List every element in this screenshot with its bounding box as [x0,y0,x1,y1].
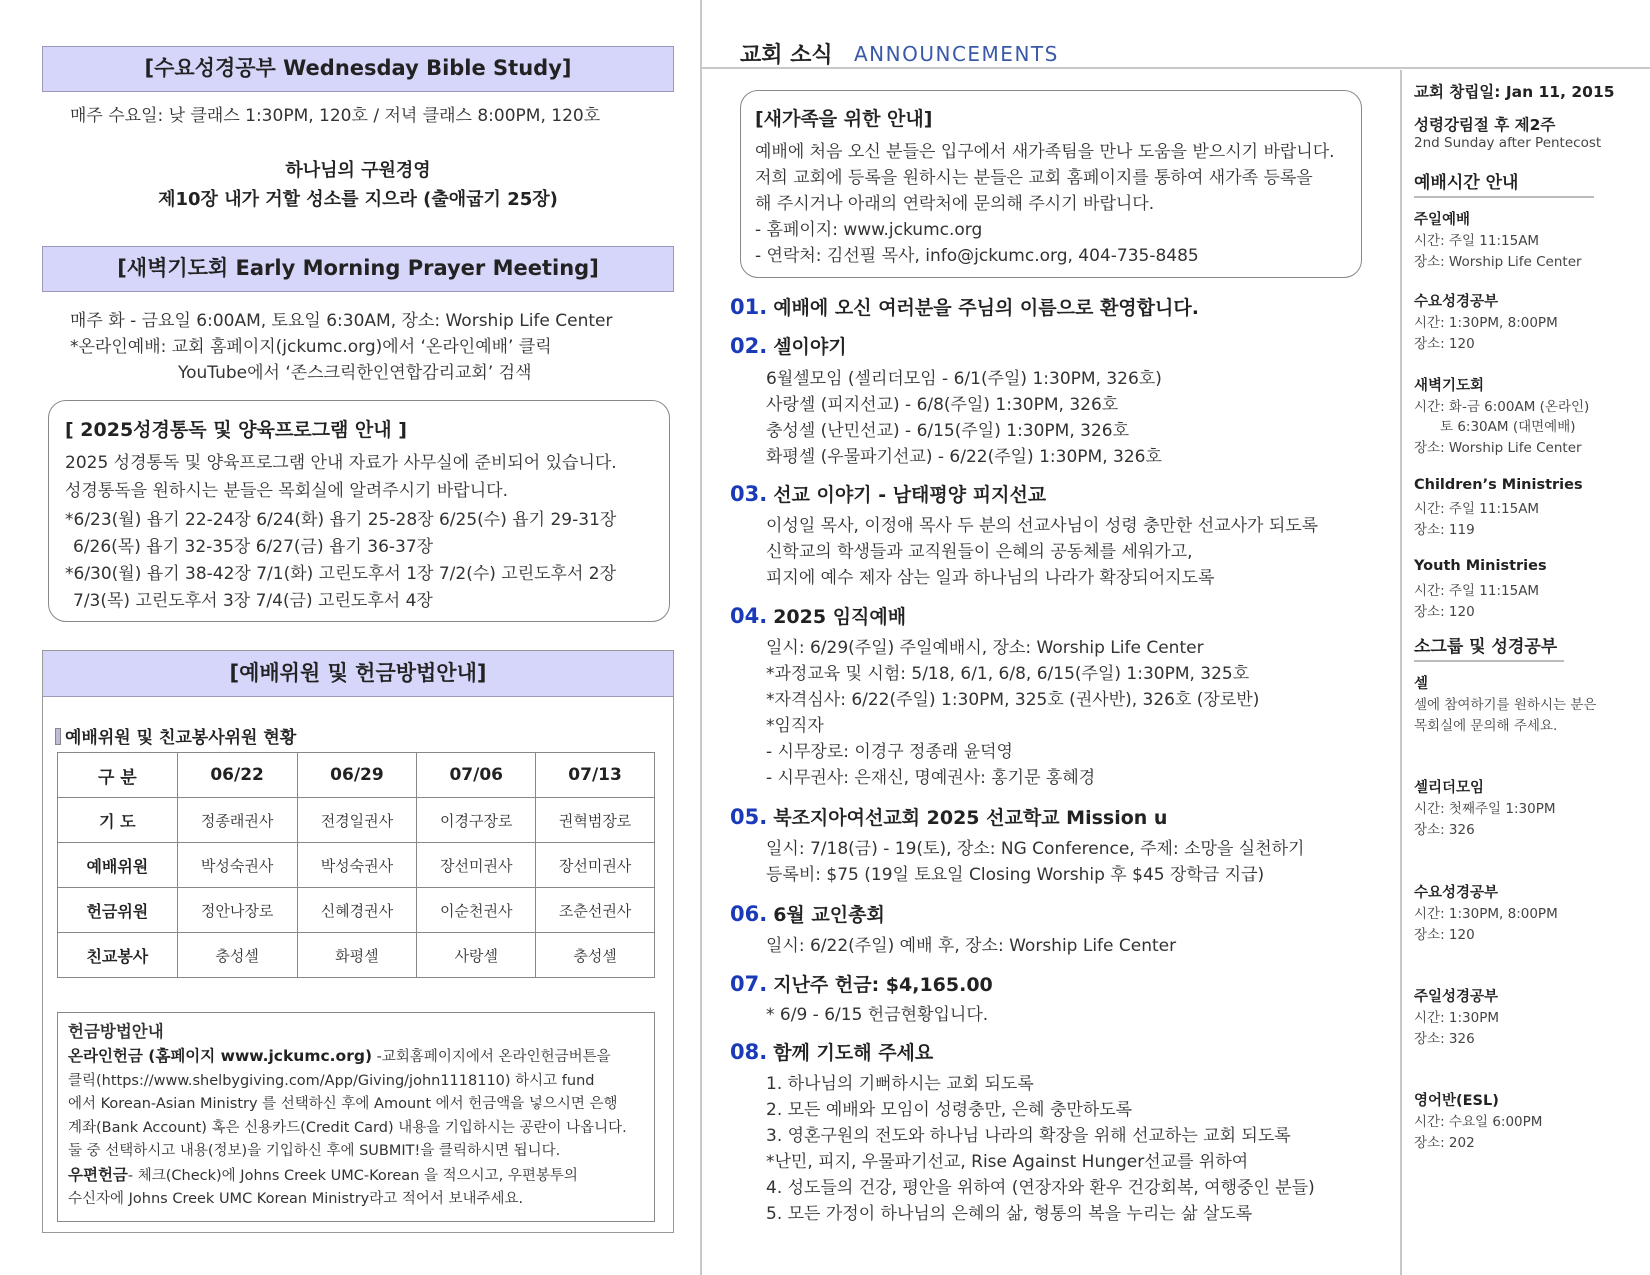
group-name: 수요성경공부 [1414,885,1499,901]
newcomer-line: 해 주시거나 아래의 연락처에 문의해 주시기 바랍니다. [755,194,1155,214]
bible-study-topic-title: 하나님의 구원경영 [285,160,431,181]
reading-line: *6/23(월) 욥기 22-24장 6/24(화) 욥기 25-28장 6/25(수) 욥기 29-31장 [65,510,617,530]
table-row [58,798,655,843]
divider [1414,660,1564,662]
online-giving-label: 온라인헌금 (홈페이지 www.jckumc.org) [68,1047,373,1065]
item-number: 04. [730,604,768,628]
newcomer-line: - 연락처: 김선필 목사, info@jckumc.org, 404-735-8485 [755,246,1199,266]
announcement-item-heading [730,1038,933,1065]
worship-name: Youth Ministries [1414,558,1547,574]
table-cell: 신혜경권사 [297,888,417,933]
item-line: * 6/9 - 6/15 헌금현황입니다. [766,1005,989,1025]
prayer-line: 매주 화 - 금요일 6:00AM, 토요일 6:30AM, 장소: Worship Life Center [70,311,613,331]
item-line: 5. 모든 가정이 하나님의 은혜의 삶, 형통의 복을 누리는 삶 살도록 [766,1204,1253,1224]
prayer-line: YouTube에서 ‘존스크릭한인연합감리교회’ 검색 [178,363,532,383]
item-line: 일시: 6/29(주일) 주일예배시, 장소: Worship Life Center [766,638,1204,658]
item-line: 피지에 예수 제자 삼는 일과 하나님의 나라가 확장되어지도록 [766,568,1215,588]
announcements-column [702,0,1400,1275]
item-line: 충성셀 (난민선교) - 6/15(주일) 1:30PM, 326호 [766,421,1130,441]
item-line: *과정교육 및 시험: 5/18, 6/1, 6/8, 6/15(주일) 1:30PM, 325호 [766,664,1250,684]
giving-line: 계좌(Bank Account) 혹은 신용카드(Credit Card) 내용을 기입하시는 공란이 나옵니다. [68,1119,627,1136]
announcement-item-heading [730,602,906,629]
item-line: 4. 성도들의 건강, 평안을 위하여 (연장자와 환우 건강회복, 여행중인 분들) [766,1178,1315,1198]
item-line: 화평셀 (우물파기선교) - 6/22(주일) 1:30PM, 326호 [766,447,1162,467]
table-cell: 조춘선권사 [536,888,655,933]
reading-program-title: [ 2025성경통독 및 양육프로그램 안내 ] [65,419,407,441]
groups-title: 소그룹 및 성경공부 [1414,637,1558,657]
group-name: 셀리더모임 [1414,780,1485,796]
group-detail: 장소: 326 [1414,1031,1475,1047]
sidebar [1402,0,1650,1275]
table-cell: 정종래권사 [177,798,297,843]
newcomer-line: - 홈페이지: www.jckumc.org [755,220,983,240]
table-cell: 화평셀 [297,933,417,978]
item-line: - 시무권사: 은재신, 명예권사: 홍기문 홍혜경 [766,768,1096,788]
group-detail: 시간: 첫째주일 1:30PM [1414,801,1556,817]
table-cell: 충성셀 [177,933,297,978]
giving-line: 에서 Korean-Asian Ministry 를 선택하신 후에 Amount 에서 헌금액을 넣으시면 은행 [68,1096,618,1112]
announcement-item-heading [730,900,885,927]
item-line: 등록비: $75 (19일 토요일 Closing Worship 후 $45 장학금 지급) [766,865,1265,885]
announcement-item-heading [730,970,993,997]
giving-line: 수신자에 Johns Creek UMC Korean Ministry라고 적어서 보내주세요. [68,1191,524,1207]
item-number: 07. [730,972,768,996]
founded-date: 교회 창립일: Jan 11, 2015 [1414,83,1615,101]
item-line: 6월셀모임 (셀리더모임 - 6/1(주일) 1:30PM, 326호) [766,369,1162,389]
newcomer-line: 저희 교회에 등록을 원하시는 분들은 교회 홈페이지를 통하여 새가족 등록을 [755,168,1313,188]
group-detail: 시간: 1:30PM [1414,1010,1500,1026]
duty-box [42,650,674,1233]
worship-name: 새벽기도회 [1414,378,1485,394]
table-cell: 박성숙권사 [297,843,417,888]
worship-detail: 토 6:30AM (대면예배) [1440,419,1576,435]
reading-line: 성경통독을 원하시는 분들은 목회실에 알려주시기 바랍니다. [65,481,508,501]
item-line: 일시: 7/18(금) - 19(토), 장소: NG Conference, 주제: 소망을 실천하기 [766,839,1305,859]
reading-program-box [48,400,670,622]
mail-giving-label: 우편헌금 [68,1165,128,1184]
table-row [58,888,655,933]
giving-title: 헌금방법안내 [68,1022,164,1041]
worship-detail: 장소: 119 [1414,522,1475,538]
worship-detail: 시간: 화-금 6:00AM (온라인) [1414,399,1590,415]
worship-detail: 장소: 120 [1414,336,1475,352]
group-detail: 시간: 수요일 6:00PM [1414,1114,1543,1130]
newcomer-box [740,90,1362,278]
table-cell: 이경구장로 [417,798,536,843]
item-title: 북조지아여선교회 2025 선교학교 Mission u [773,807,1168,829]
announcement-item-heading [730,803,1167,830]
group-detail: 장소: 326 [1414,822,1475,838]
item-line: *난민, 피지, 우물파기선교, Rise Against Hunger선교를 위하여 [766,1152,1249,1172]
worship-name: 수요성경공부 [1414,294,1499,310]
worship-times-title: 예배시간 안내 [1414,173,1519,193]
worship-detail: 시간: 1:30PM, 8:00PM [1414,315,1558,331]
giving-box [57,1012,655,1222]
group-name: 영어반(ESL) [1414,1093,1499,1109]
left-column [0,0,700,1275]
announcement-item-heading [730,480,1046,507]
table-cell: 권혁범장로 [536,798,655,843]
column-header: 06/22 [177,753,297,798]
group-name: 주일성경공부 [1414,989,1499,1005]
table-row [58,933,655,978]
column-header: 07/13 [536,753,655,798]
duty-table [57,752,655,978]
newcomer-line: 예배에 처음 오신 분들은 입구에서 새가족팀을 만나 도움을 받으시기 바랍니다. [755,142,1335,162]
worship-detail: 장소: Worship Life Center [1414,440,1582,456]
item-line: 신학교의 학생들과 교직원들이 은혜의 공동체를 세워가고, [766,542,1193,562]
item-line: - 시무장로: 이경구 정종래 윤덕영 [766,742,1013,762]
table-cell: 전경일권사 [297,798,417,843]
worship-name: Children’s Ministries [1414,477,1583,493]
item-number: 06. [730,902,768,926]
giving-line: 클릭(https://www.shelbygiving.com/App/Giving/john1118110) 하시고 fund [68,1072,595,1089]
reading-line: *6/30(월) 욥기 38-42장 7/1(화) 고린도후서 1장 7/2(수) 고린도후서 2장 [65,564,617,584]
row-header: 헌금위원 [58,888,178,933]
group-detail: 장소: 202 [1414,1135,1475,1151]
announcement-item-heading [730,332,847,359]
column-header: 07/06 [417,753,536,798]
liturgical-season-en: 2nd Sunday after Pentecost [1414,135,1602,151]
worship-name: 주일예배 [1414,212,1471,228]
subtitle-marker [55,728,61,745]
announcement-item-heading [730,293,1199,320]
group-detail: 목회실에 문의해 주세요. [1414,718,1558,734]
item-title: 함께 기도해 주세요 [773,1042,934,1064]
table-cell: 충성셀 [536,933,655,978]
item-title: 6월 교인총회 [773,904,885,926]
table-cell: 장선미권사 [417,843,536,888]
table-cell: 정안나장로 [177,888,297,933]
item-line: 일시: 6/22(주일) 예배 후, 장소: Worship Life Center [766,936,1177,956]
item-line: 2. 모든 예배와 모임이 성령충만, 은혜 충만하도록 [766,1100,1133,1120]
worship-detail: 시간: 주일 11:15AM [1414,501,1540,517]
item-title: 선교 이야기 - 남태평양 피지선교 [773,484,1047,506]
table-header-row [58,753,655,798]
table-cell: 사랑셀 [417,933,536,978]
prayer-header: [새벽기도회 Early Morning Prayer Meeting] [42,246,674,292]
item-line: *임직자 [766,716,824,736]
column-header: 구 분 [58,753,178,798]
reading-line: 6/26(목) 욥기 32-35장 6/27(금) 욥기 36-37장 [73,537,434,557]
announcements-title: 교회 소식 [740,43,833,68]
item-title: 지난주 헌금: $4,165.00 [773,974,993,996]
group-detail: 시간: 1:30PM, 8:00PM [1414,906,1558,922]
duty-subtitle [55,723,296,748]
row-header: 친교봉사 [58,933,178,978]
mail-giving-text: - 체크(Check)에 Johns Creek UMC-Korean 을 적으시고, 우편봉투의 [127,1167,578,1184]
duty-header: [예배위원 및 헌금방법안내] [43,651,673,697]
reading-line: 2025 성경통독 및 양육프로그램 안내 자료가 사무실에 준비되어 있습니다. [65,453,617,473]
item-title: 2025 임직예배 [773,606,907,628]
bible-study-topic-chapter: 제10장 내가 거할 성소를 지으라 (출애굽기 25장) [158,189,558,210]
online-giving-text: -교회홈페이지에서 온라인헌금버튼을 [372,1049,611,1065]
giving-line: 둘 중 선택하시고 내용(정보)을 기입하신 후에 SUBMIT!을 클릭하시면 됩니다. [68,1143,561,1159]
item-number: 02. [730,334,768,358]
item-line: 3. 영혼구원의 전도와 하나님 나라의 확장을 위해 선교하는 교회 되도록 [766,1126,1291,1146]
worship-detail: 시간: 주일 11:15AM [1414,583,1540,599]
column-header: 06/29 [297,753,417,798]
group-detail: 장소: 120 [1414,927,1475,943]
item-line: 사랑셀 (피지선교) - 6/8(주일) 1:30PM, 326호 [766,395,1119,415]
item-line: 1. 하나님의 기뻐하시는 교회 되도록 [766,1074,1034,1094]
giving-line [68,1164,644,1189]
table-cell: 박성숙권사 [177,843,297,888]
item-line: 이성일 목사, 이정애 목사 두 분의 선교사님이 성령 충만한 선교사가 되도록 [766,516,1319,536]
group-detail: 셀에 참여하기를 원하시는 분은 [1414,697,1597,713]
bible-study-schedule: 매주 수요일: 낮 클래스 1:30PM, 120호 / 저녁 클래스 8:00PM, 120호 [70,106,601,126]
row-header: 기 도 [58,798,178,843]
worship-detail: 시간: 주일 11:15AM [1414,233,1540,249]
row-header: 예배위원 [58,843,178,888]
announcements-subtitle: ANNOUNCEMENTS [854,42,1059,66]
worship-detail: 장소: Worship Life Center [1414,254,1582,270]
worship-detail: 장소: 120 [1414,604,1475,620]
table-row [58,843,655,888]
item-line: *자격심사: 6/22(주일) 1:30PM, 325호 (권사반), 326호 (장로반) [766,690,1260,710]
reading-line: 7/3(목) 고린도후서 3장 7/4(금) 고린도후서 4장 [73,591,433,611]
divider [1414,196,1594,198]
prayer-line: *온라인예배: 교회 홈페이지(jckumc.org)에서 ‘온라인예배’ 클릭 [70,337,552,357]
item-title: 예배에 오신 여러분을 주님의 이름으로 환영합니다. [773,297,1199,319]
table-cell: 이순천권사 [417,888,536,933]
item-number: 01. [730,295,768,319]
item-title: 셀이야기 [773,336,847,358]
item-number: 05. [730,805,768,829]
liturgical-season: 성령강림절 후 제2주 [1414,116,1556,134]
duty-subtitle-text: 예배위원 및 친교봉사위원 현황 [65,728,297,748]
bible-study-header: [수요성경공부 Wednesday Bible Study] [42,46,674,92]
group-name: 셀 [1414,676,1429,692]
giving-line [68,1045,644,1070]
item-number: 03. [730,482,768,506]
table-cell: 장선미권사 [536,843,655,888]
newcomer-title: [새가족을 위한 안내] [755,108,933,130]
item-number: 08. [730,1040,768,1064]
